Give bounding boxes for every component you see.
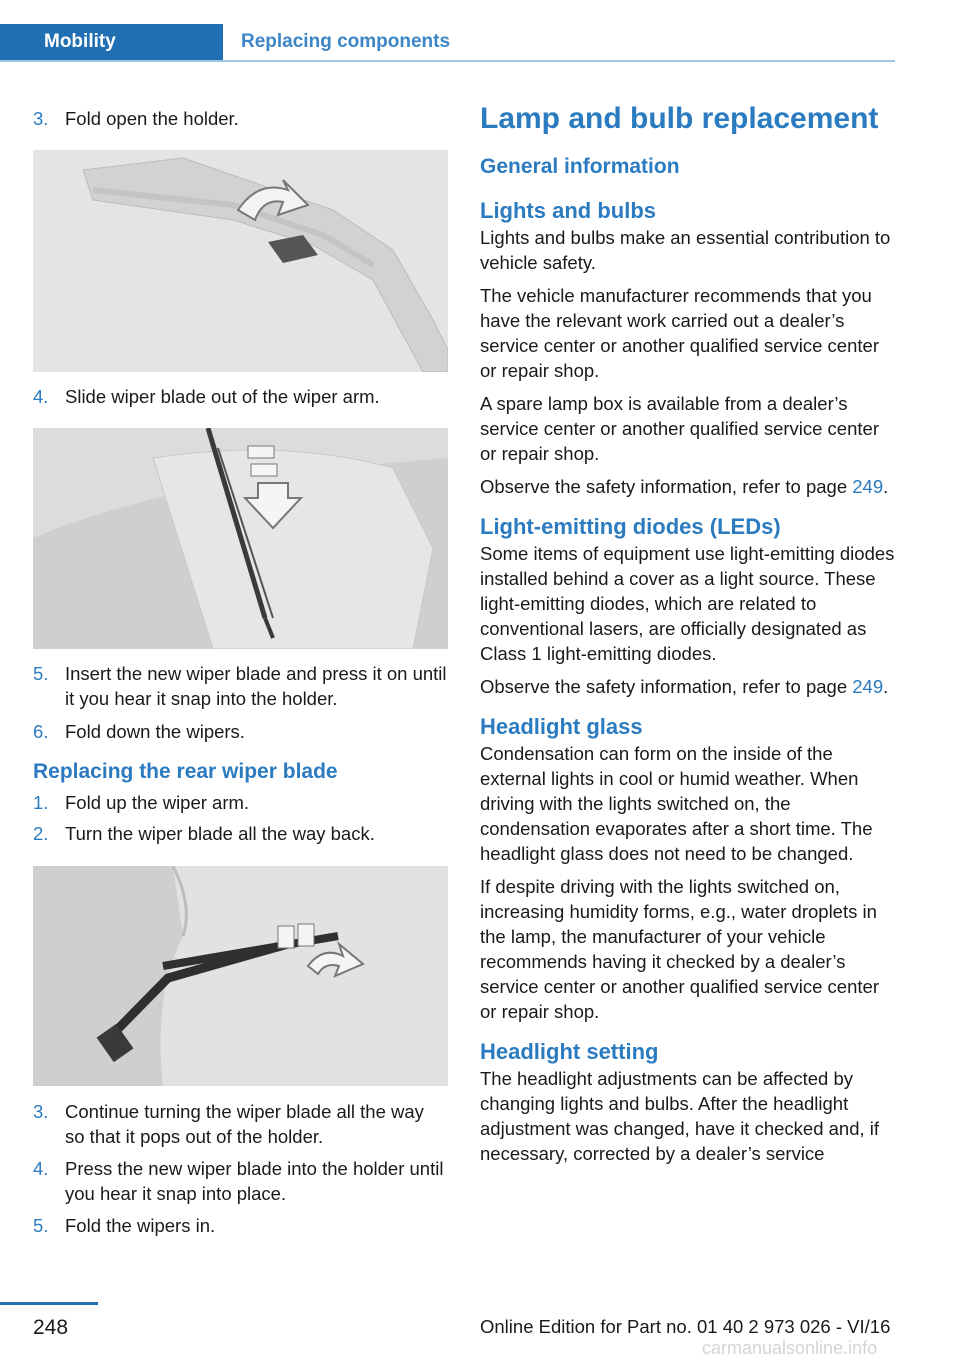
step-number: 4.: [33, 386, 49, 407]
step-number: 5.: [33, 663, 49, 684]
step-text: Turn the wiper blade all the way back.: [65, 823, 375, 844]
wiper-holder-illustration: [33, 150, 448, 372]
step-text: Press the new wiper blade into the holder until you hear it snap into place.: [65, 1158, 444, 1204]
led-para-2: [480, 674, 895, 699]
page-link[interactable]: 249: [852, 676, 884, 697]
step-number: 5.: [33, 1215, 49, 1236]
lights-para-1: Lights and bulbs make an essential contribution to vehicle safety.: [480, 227, 891, 273]
section-tab[interactable]: Replacing components: [241, 31, 451, 52]
rear-wiper-illustration: [33, 866, 448, 1086]
glass-para-1: Condensation can form on the inside of the external lights in cool or humid weather. When driving with the lights switched on, the condensation evaporates after a short time. The headlight glass does not need to be changed.: [480, 743, 873, 864]
step-number: 4.: [33, 1158, 49, 1179]
left-column: [33, 100, 448, 1238]
led-para-1: Some items of equipment use light-emitting diodes installed behind a cover as a light source. These light-emitting diodes, which are related to conventional lasers, are officially designated as Class 1 light-emitting diodes.: [480, 543, 895, 664]
right-column: [480, 100, 895, 1166]
step-item: [33, 106, 448, 131]
page-link[interactable]: 249: [852, 476, 884, 497]
step-number: 3.: [33, 1101, 49, 1122]
led-para-2-end: .: [883, 676, 889, 697]
chapter-tab[interactable]: Mobility: [0, 24, 223, 61]
wiper-blade-removal-illustration: [33, 428, 448, 649]
step-item: [33, 1099, 448, 1149]
rear-wiper-heading: Replacing the rear wiper blade: [33, 760, 338, 783]
step-text: Fold the wipers in.: [65, 1215, 216, 1236]
general-info-heading: General information: [480, 155, 680, 178]
step-item: [33, 661, 448, 711]
setting-para-1: The headlight adjustments can be affected by changing lights and bulbs. After the headlight adjustment was changed, have it checked and, if necessary, corrected by a dealer’s service: [480, 1068, 880, 1164]
step-item: [33, 1156, 448, 1206]
edition-note: Online Edition for Part no. 01 40 2 973 026 - VI/16: [480, 1316, 891, 1337]
lights-para-4-text: Observe the safety information, refer to page: [480, 476, 848, 497]
step-text: Fold down the wipers.: [65, 721, 245, 742]
headlight-setting-heading: Headlight setting: [480, 1039, 659, 1064]
step-item: [33, 790, 448, 815]
glass-para-2: If despite driving with the lights switched on, increasing humidity forms, e.g., water droplets in the lamp, the manufacturer of your vehicle recommends having it checked by a dealer’s service center or another qualified service center or repair shop.: [480, 876, 879, 1022]
step-text: Continue turning the wiper blade all the way so that it pops out of the holder.: [65, 1101, 424, 1147]
lights-para-4-end: .: [883, 476, 889, 497]
header-divider: [0, 60, 895, 62]
step-number: 3.: [33, 108, 49, 129]
headlight-glass-heading: Headlight glass: [480, 714, 643, 739]
step-text: Slide wiper blade out of the wiper arm.: [65, 386, 380, 407]
led-heading: Light-emitting diodes (LEDs): [480, 514, 781, 539]
lights-para-2: The vehicle manufacturer recommends that you have the relevant work carried out a dealer’s service center or another qualified service center or repair shop.: [480, 285, 879, 381]
lamp-replacement-heading: Lamp and bulb replacement: [480, 102, 879, 135]
step-text: Fold up the wiper arm.: [65, 792, 250, 813]
lights-para-4: [480, 474, 895, 499]
lights-para-3: A spare lamp box is available from a dealer’s service center or another qualified service center or repair shop.: [480, 393, 879, 464]
step-item: [33, 1213, 448, 1238]
step-number: 6.: [33, 721, 49, 742]
footer-divider: [0, 1302, 98, 1305]
watermark: carmanualsonline.info: [702, 1338, 878, 1358]
step-number: 2.: [33, 823, 49, 844]
step-text: Fold open the holder.: [65, 108, 239, 129]
step-item: [33, 821, 448, 846]
page-header: [0, 0, 895, 62]
step-number: 1.: [33, 792, 49, 813]
step-item: [33, 384, 448, 409]
page-number: 248: [33, 1316, 69, 1339]
lights-bulbs-heading: Lights and bulbs: [480, 198, 656, 223]
step-text: Insert the new wiper blade and press it on until it you hear it snap into the holder.: [65, 663, 447, 709]
step-item: [33, 719, 448, 744]
led-para-2-text: Observe the safety information, refer to page: [480, 676, 848, 697]
